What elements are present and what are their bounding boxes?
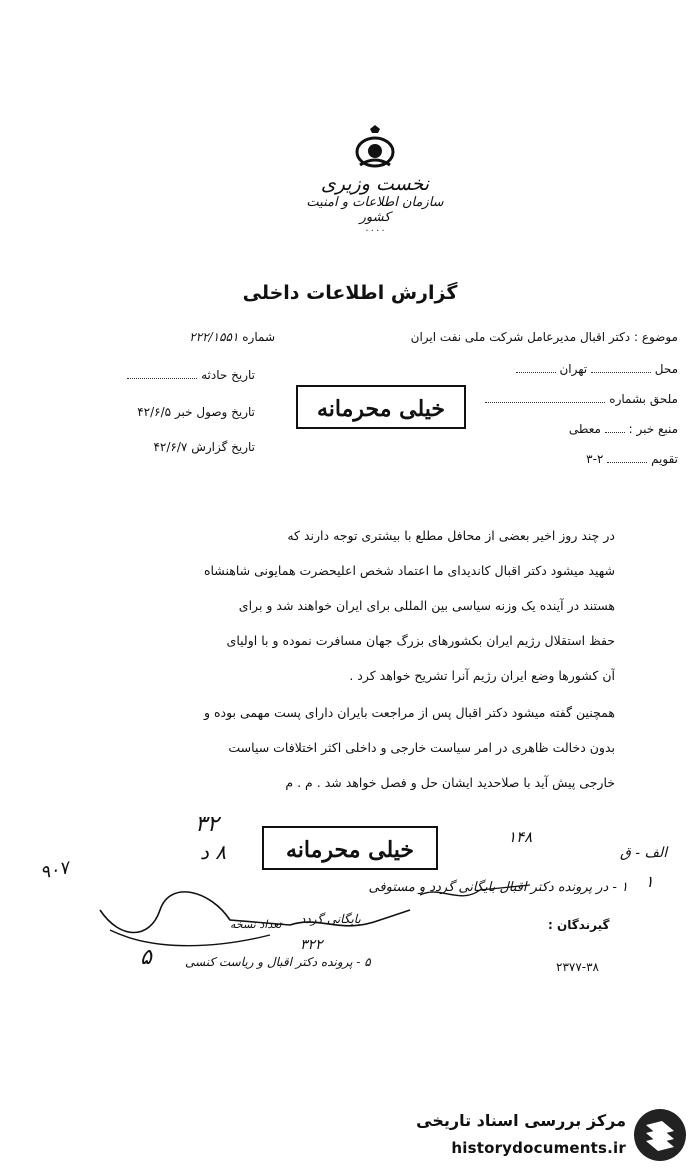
subject-value: دکتر اقبال مدیرعامل شرکت ملی نفت ایران xyxy=(410,330,631,344)
handwritten-code: الف - ق xyxy=(620,845,668,861)
rating-label: تقویم xyxy=(651,452,678,466)
place-value: تهران xyxy=(559,362,588,376)
receipt-date-label: تاریخ وصول خبر xyxy=(174,405,255,419)
body-line-8: خارجی پیش آید با صلاحدید ایشان حل و فصل خواهد شد . م . م xyxy=(285,775,615,790)
handwritten-code-number: ۱ xyxy=(645,872,654,891)
letterhead-seal xyxy=(300,125,450,255)
form-code: ۲۳۷۷-۳۸ xyxy=(556,960,600,974)
handwritten-line-b: بایگانی گردد xyxy=(300,912,361,926)
number-value: ۲۲۲/۱۵۵۱ xyxy=(189,330,239,344)
handwritten-number-mid: ۸ د xyxy=(200,840,227,864)
report-date-field xyxy=(95,440,255,454)
archive-watermark xyxy=(414,1103,696,1169)
subject-label: موضوع xyxy=(641,330,678,344)
subject-field: موضوع : دکتر اقبال مدیرعامل شرکت ملی نفت ایران xyxy=(410,330,678,344)
handwritten-line-a: ۱ - در پرونده دکتر اقبال بایگانی گردد و مستوفی xyxy=(368,880,628,895)
report-date-value: ۴۲/۶/۷ xyxy=(153,440,188,454)
handwritten-number-top: ۳۲ xyxy=(195,812,219,837)
body-line-7: بدون دخالت ظاهری در امر سیاست خارجی و داخلی اکثر اختلافات سیاست xyxy=(228,740,615,755)
handwritten-line-c: ۵ - پرونده دکتر اقبال و ریاست کنسی xyxy=(185,955,371,969)
body-line-6: همچنین گفته میشود دکتر اقبال پس از مراجعت بایران دارای پست مهمی بوده و xyxy=(203,705,615,720)
source-label: منبع خبر xyxy=(636,422,678,436)
source-field: منبع خبر : معطی xyxy=(568,422,678,436)
place-field xyxy=(516,362,678,376)
archive-name: مرکز بررسی اسناد تاریخی xyxy=(416,1111,626,1130)
number-field xyxy=(95,330,275,344)
lion-and-sun-emblem-icon xyxy=(352,125,398,171)
rating-value: ۲-۳ xyxy=(586,452,604,466)
event-date-field xyxy=(95,368,255,382)
recipients-label: گیرندگان : xyxy=(548,918,610,932)
report-date-label: تاریخ گزارش xyxy=(191,440,255,454)
body-line-5: آن کشورها وضع ایران رژیم آنرا تشریح خواهد کرد . xyxy=(349,668,615,683)
letterhead-line-2: سازمان اطلاعات و امنیت کشور xyxy=(306,195,444,225)
body-line-1: در چند روز اخیر بعضی از محافل مطلع با بیشتری توجه دارند که xyxy=(287,528,615,543)
body-line-4: حفظ استقلال رژیم ایران بکشورهای بزرگ جهان مسافرت نموده و با اولیای xyxy=(226,633,615,648)
event-date-label: تاریخ حادثه xyxy=(201,368,255,382)
attachment-label: ملحق بشماره xyxy=(609,392,678,406)
handwritten-bottom-number: ۳۲۲ xyxy=(300,937,323,953)
source-value: معطی xyxy=(568,422,601,436)
receipt-date-value: ۴۲/۶/۵ xyxy=(137,405,172,419)
handwritten-far-left: ۹۰۷ xyxy=(38,857,71,884)
letterhead-line-3: ۰۰۰۰ xyxy=(364,225,386,236)
rating-field xyxy=(586,452,678,466)
handwritten-signature xyxy=(90,880,550,960)
handwritten-left-number: ۵ xyxy=(140,945,152,970)
number-label: شماره xyxy=(242,330,275,344)
book-logo-icon xyxy=(632,1107,688,1163)
place-label: محل xyxy=(654,362,678,376)
handwritten-fraction: ۱۴۸ xyxy=(508,828,533,846)
receipt-date-field xyxy=(95,405,255,419)
body-line-3: هستند در آینده یک وزنه سیاسی بین المللی برای ایران خواهند شد و برای xyxy=(238,598,615,613)
archive-url: historydocuments.ir xyxy=(451,1139,626,1157)
confidential-stamp-bottom: خیلی محرمانه xyxy=(262,826,438,870)
attachment-field xyxy=(485,392,678,406)
report-title: گزارش اطلاعات داخلی xyxy=(242,282,458,304)
copy-count-label: تعداد نسخه xyxy=(230,918,282,931)
body-line-2: شهید میشود دکتر اقبال کاندیدای ما اعتماد شخص اعلیحضرت همایونی شاهنشاه xyxy=(203,563,615,578)
letterhead-line-1: نخست وزیری xyxy=(320,173,430,195)
confidential-stamp-top: خیلی محرمانه xyxy=(296,385,466,429)
